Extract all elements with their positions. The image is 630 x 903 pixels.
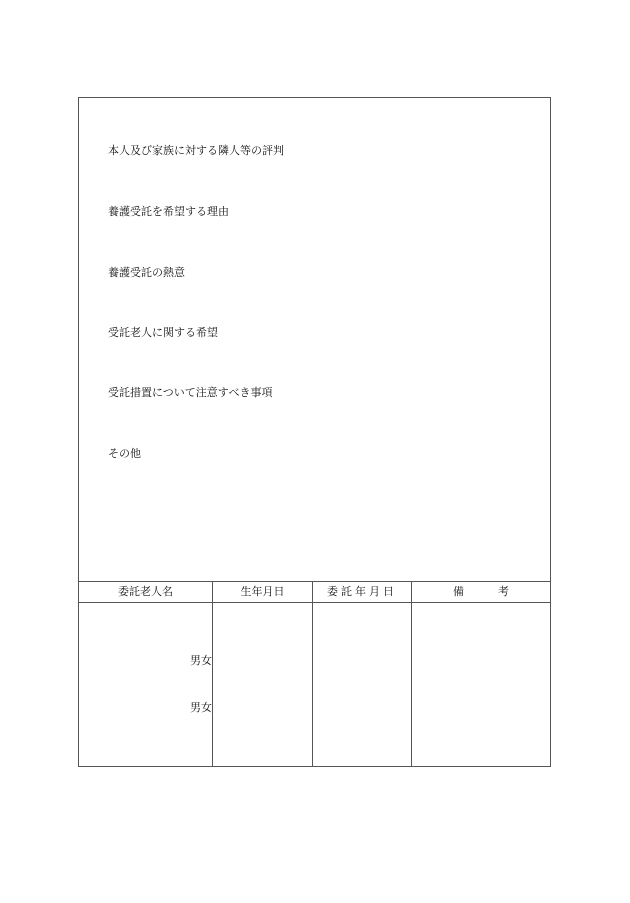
header-remarks: [412, 582, 550, 602]
foster-care-form: [78, 97, 551, 767]
column-divider: [312, 582, 313, 767]
section-reason-for-request: 養護受託を希望する理由: [108, 205, 229, 218]
header-elder-name: 委託老人名: [118, 585, 173, 598]
header-entrust-date: 委託年月日: [327, 585, 397, 598]
row-1-sex: 男女: [190, 654, 212, 667]
section-neighbor-reputation: 本人及び家族に対する隣人等の評判: [108, 144, 284, 157]
column-divider: [411, 582, 412, 767]
header-remarks-label: 備考: [453, 585, 543, 598]
table-header-divider: [79, 602, 550, 603]
header-birth-date: 生年月日: [240, 585, 285, 598]
section-enthusiasm: 養護受託の熱意: [108, 266, 185, 279]
section-notes-on-placement: 受託措置について注意すべき事項: [108, 386, 273, 399]
row-2-sex: 男女: [190, 701, 212, 714]
section-other: その他: [108, 447, 141, 460]
section-preferences-for-elder: 受託老人に関する希望: [108, 326, 218, 339]
entrusted-elder-table: [79, 581, 550, 767]
column-divider: [212, 582, 213, 767]
